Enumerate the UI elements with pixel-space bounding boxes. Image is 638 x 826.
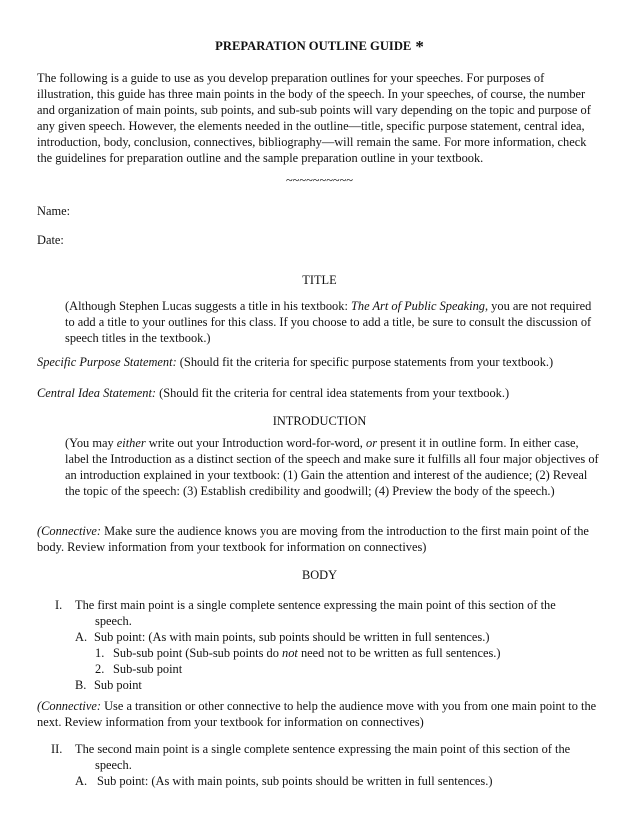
sub-point-1a-text: Sub point: (As with main points, sub points should be written in full sentences.) bbox=[94, 630, 490, 644]
name-label: Name: bbox=[37, 204, 71, 218]
specific-purpose-text: (Should fit the criteria for specific purpose statements from your textbook.) bbox=[176, 355, 554, 369]
specific-purpose bbox=[37, 354, 602, 370]
central-idea bbox=[37, 385, 602, 401]
subsub-point-1-num: 1. bbox=[95, 646, 105, 660]
title-note bbox=[65, 298, 602, 346]
document-title bbox=[37, 38, 602, 55]
connective-1-label: (Connective: bbox=[37, 524, 101, 538]
intro-note-part2: write out your Introduction word-for-word, bbox=[145, 436, 366, 450]
main-point-2-numeral: II. bbox=[51, 742, 63, 756]
main-point-1-numeral: I. bbox=[55, 598, 63, 612]
subsub-1-not: not bbox=[282, 646, 298, 660]
specific-purpose-label: Specific Purpose Statement: bbox=[37, 355, 177, 369]
central-idea-label: Central Idea Statement: bbox=[37, 386, 157, 400]
title-text: PREPARATION OUTLINE GUIDE bbox=[215, 39, 412, 53]
connective-1-text: Make sure the audience knows you are moving from the introduction to the first main point of the body. Review information from your textbook for information on connectives) bbox=[37, 524, 589, 554]
title-note-before: (Although Stephen Lucas suggests a title in his textbook: bbox=[65, 299, 351, 313]
connective-2 bbox=[37, 698, 602, 730]
introduction-heading: INTRODUCTION bbox=[272, 414, 367, 428]
connective-2-label: (Connective: bbox=[37, 699, 101, 713]
connective-1 bbox=[37, 523, 602, 555]
date-label: Date: bbox=[37, 233, 64, 247]
connective-2-text: Use a transition or other connective to help the audience move with you from one main point to the next. Review information from your textbook for information on connectives) bbox=[37, 699, 597, 729]
title-note-after: , you are not required to add a title to your outlines for this class. If you choose to add a title, be sure to consult the discussion of speech titles in the textbook.) bbox=[65, 299, 592, 345]
sub-point-1a-letter: A. bbox=[75, 630, 88, 644]
subsub-point-2-text: Sub-sub point bbox=[113, 662, 183, 676]
sub-point-1b-text: Sub point bbox=[94, 678, 142, 692]
asterisk-mark: * bbox=[415, 37, 424, 56]
intro-note-or: or bbox=[366, 436, 378, 450]
intro-note-part3: present it in outline form. In either case, label the Introduction as a distinct section of the speech and make sure it fulfills all four major objectives of an introduction explained in your textbook: (1) Gain the attention and interest of the audience; (2) Reveal the topic of the speech: (3) Establish credibility and goodwill; (4) Preview the body of the speech.) bbox=[65, 436, 599, 498]
intro-note-either: either bbox=[116, 436, 146, 450]
main-point-1-line1: The first main point is a single complete sentence expressing the main point of this section of the bbox=[75, 598, 556, 612]
main-point-1-line2: speech. bbox=[95, 614, 132, 628]
main-point-2-line2: speech. bbox=[95, 758, 132, 772]
subsub-1-before: Sub-sub point (Sub-sub points do bbox=[113, 646, 283, 660]
main-point-2-line1: The second main point is a single complete sentence expressing the main point of this section of the bbox=[75, 742, 571, 756]
body-heading: BODY bbox=[301, 568, 338, 582]
title-heading: TITLE bbox=[302, 273, 337, 287]
sub-point-2a-letter: A. bbox=[75, 774, 88, 788]
central-idea-text: (Should fit the criteria for central idea statements from your textbook.) bbox=[156, 386, 510, 400]
intro-paragraph: The following is a guide to use as you develop preparation outlines for your speeches. For purposes of illustration, this guide has three main points in the body of the speech. In your speeches, of course, the number and organization of main points, sub points, and sub-sub points will vary depending on the topic and purpose of any given speech. However, the elements needed in the outline—title, specific purpose statement, central idea, introduction, body, conclusion, connectives, bibliography—will remain the same. For more information, check the guidelines for preparation outline and the sample preparation outline in your textbook. bbox=[37, 71, 591, 165]
separator: ~~~~~~~~~~ bbox=[285, 173, 354, 187]
subsub-point-2-num: 2. bbox=[95, 662, 105, 676]
intro-note-part1: (You may bbox=[65, 436, 117, 450]
subsub-point-1-text bbox=[113, 645, 501, 661]
subsub-1-after: need not to be written as full sentences.) bbox=[297, 646, 501, 660]
sub-point-1b-letter: B. bbox=[75, 678, 87, 692]
sub-point-2a-text: Sub point: (As with main points, sub points should be written in full sentences.) bbox=[97, 774, 493, 788]
book-title: The Art of Public Speaking bbox=[350, 299, 485, 313]
introduction-note bbox=[65, 435, 602, 499]
